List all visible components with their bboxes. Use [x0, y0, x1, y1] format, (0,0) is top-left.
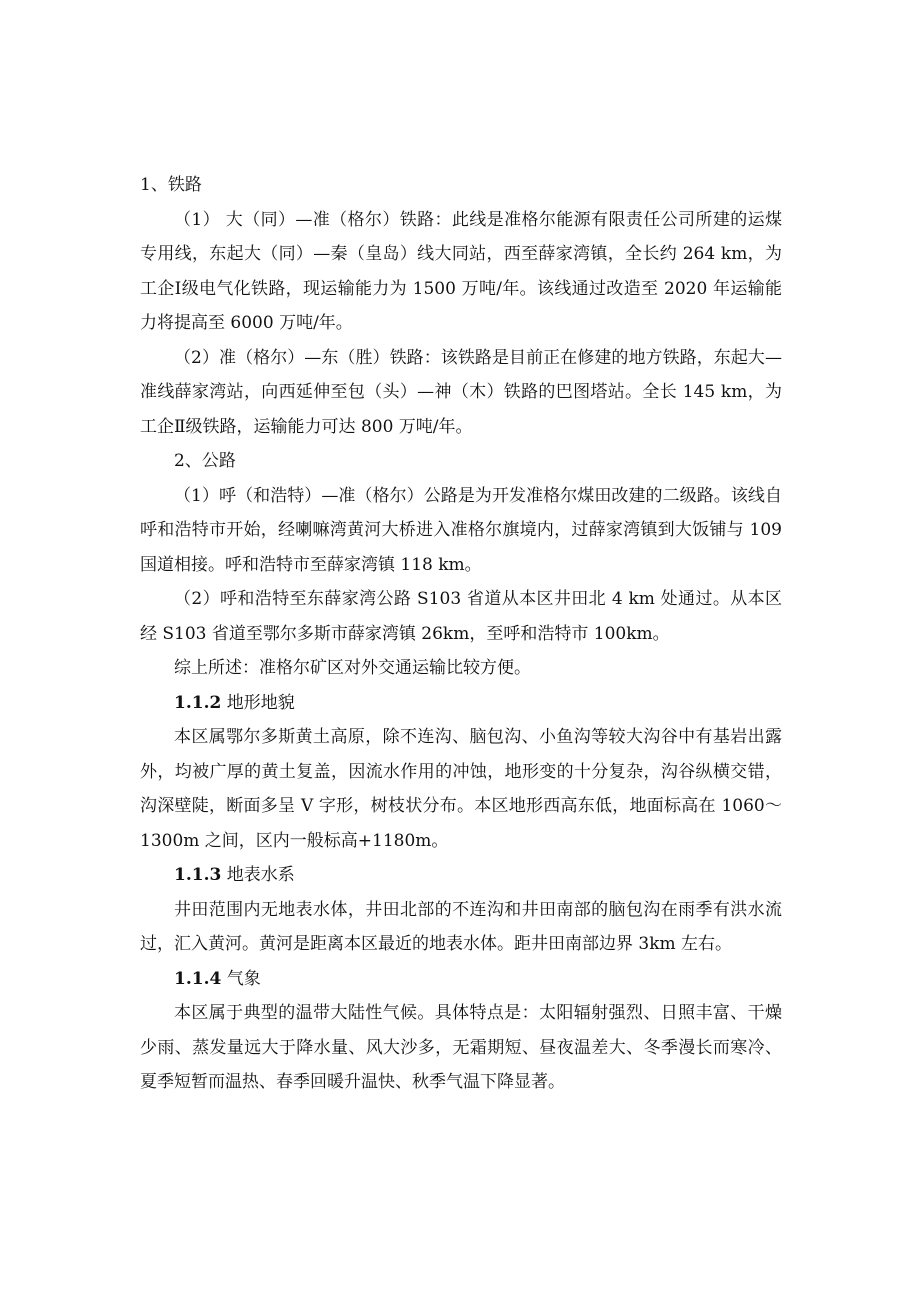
- section-title: 地表水系: [221, 865, 295, 885]
- railway-paragraph-2: （2）准（格尔）—东（胜）铁路：该铁路是目前正在修建的地方铁路，东起大—准线薛家湾站，向西延伸至包（头）—神（木）铁路的巴图塔站。全长 145 km，为工企Ⅱ级铁路，运输能力可达 800 万吨/年。: [140, 347, 782, 437]
- section-title: 地形地貌: [221, 692, 295, 713]
- road-paragraph-1: （1）呼（和浩特）—准（格尔）公路是为开发准格尔煤田改建的二级路。该线自呼和浩特市开始，经喇嘛湾黄河大桥进入准格尔旗境内，过薛家湾镇到大饭铺与 109 国道相接。呼和浩特市至薛家湾镇 118 km。: [140, 485, 782, 575]
- section-number: 1.1.3: [174, 865, 222, 885]
- road-paragraph-2: （2）呼和浩特至东薛家湾公路 S103 省道从本区井田北 4 km 处通过。从本区经 S103 省道至鄂尔多斯市薛家湾镇 26km，至呼和浩特市 100km。: [140, 589, 782, 644]
- section-number: 1.1.4: [174, 968, 222, 989]
- summary-paragraph: 综上所述：准格尔矿区对外交通运输比较方便。: [174, 658, 531, 678]
- section-heading-terrain: [140, 686, 782, 721]
- document-page: [140, 168, 782, 1100]
- road-heading: 2、公路: [174, 451, 236, 471]
- terrain-paragraph: 本区属鄂尔多斯黄土高原，除不连沟、脑包沟、小鱼沟等较大沟谷中有基岩出露外，均被广厚的黄土复盖，因流水作用的冲蚀，地形变的十分复杂，沟谷纵横交错，沟深壁陡，断面多呈 V 字形，树枝状分布。本区地形西高东低，地面标高在 1060～1300m 之间，区内一般标高+1180m。: [140, 727, 782, 851]
- railway-paragraph-1: （1） 大（同）—准（格尔）铁路：此线是准格尔能源有限责任公司所建的运煤专用线，东起大（同）—秦（皇岛）线大同站，西至薛家湾镇，全长约 264 km，为工企Ⅰ级电气化铁路，现运输能力为 1500 万吨/年。该线通过改造至 2020 年运输能力将提高至 6000 万吨/年。: [140, 209, 782, 333]
- climate-paragraph: 本区属于典型的温带大陆性气候。具体特点是：太阳辐射强烈、日照丰富、干燥少雨、蒸发量远大于降水量、风大沙多，无霜期短、昼夜温差大、冬季漫长而寒冷、夏季短暂而温热、春季回暖升温快、秋季气温下降显著。: [140, 1003, 782, 1092]
- section-heading-water: [140, 858, 782, 893]
- section-title: 气象: [221, 968, 261, 989]
- railway-heading: 1、铁路: [140, 175, 202, 195]
- section-heading-climate: [140, 962, 782, 997]
- water-paragraph: 井田范围内无地表水体，井田北部的不连沟和井田南部的脑包沟在雨季有洪水流过，汇入黄河。黄河是距离本区最近的地表水体。距井田南部边界 3km 左右。: [140, 899, 782, 954]
- section-number: 1.1.2: [174, 692, 222, 713]
